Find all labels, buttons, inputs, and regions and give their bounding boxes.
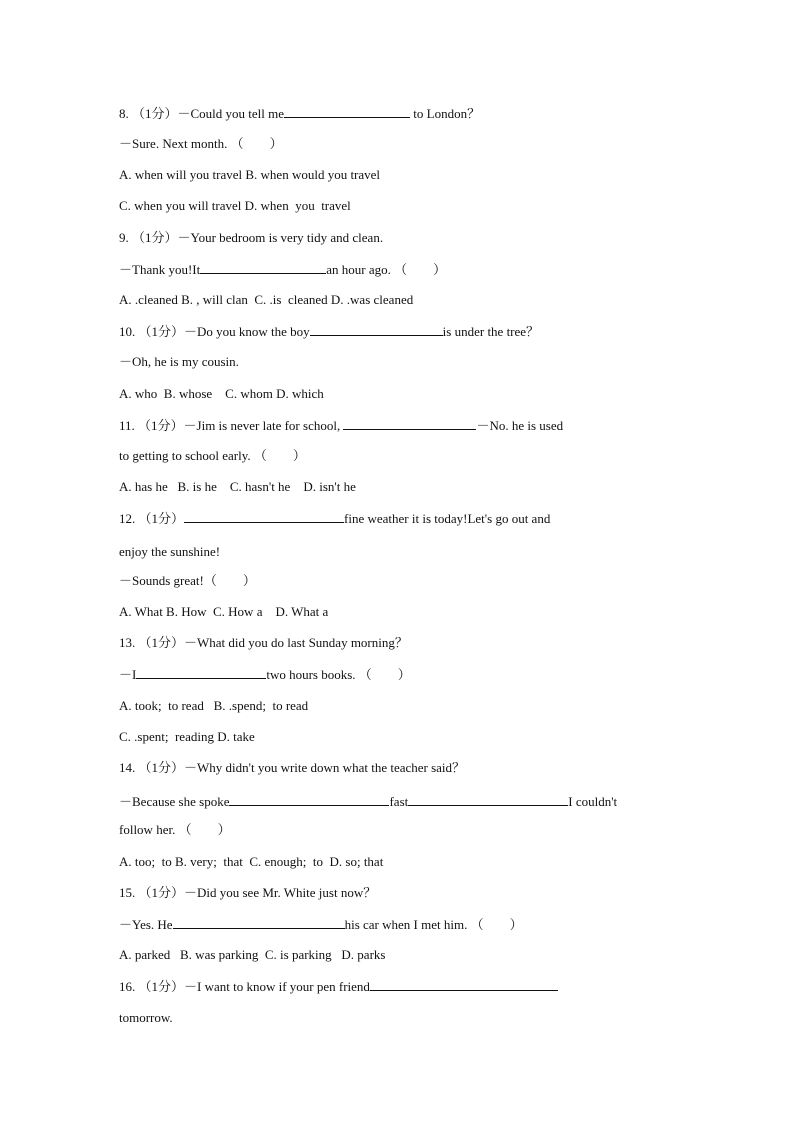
answer-blank[interactable] [184,510,344,523]
question-8-options-cd: C. when you will travel D. when you travel [119,198,351,213]
answer-blank[interactable] [408,793,568,806]
question-10-options: A. who B. whose C. whom D. which [119,386,324,401]
question-11-stem: 11. （1分）－Jim is never late for school, －No. he is used [119,418,564,433]
answer-blank[interactable] [229,793,389,806]
question-12-reply: －Sounds great!（ ） [119,573,256,588]
answer-blank[interactable] [370,978,558,991]
question-14-options: A. too; to B. very; that C. enough; to D. so; that [119,854,384,869]
question-8-stem: 8. （1分）－Could you tell me to London？ [119,106,481,121]
question-15-options: A. parked B. was parking C. is parking D. parks [119,947,386,962]
question-9-reply: －Thank you!It an hour ago. （ ） [119,262,447,277]
question-13-options-cd: C. .spent; reading D. take [119,729,255,744]
question-10-stem: 10. （1分）－Do you know the boy is under the tree？ [119,324,540,339]
question-11-options: A. has he B. is he C. hasn't he D. isn't he [119,479,356,494]
answer-blank[interactable] [173,916,345,929]
question-8-reply: －Sure. Next month. （ ） [119,136,283,151]
answer-blank[interactable] [136,666,266,679]
question-10-reply: －Oh, he is my cousin. [119,354,239,369]
question-13-options-ab: A. took; to read B. .spend; to read [119,698,309,713]
question-14-stem: 14. （1分）－Why didn't you write down what the teacher said？ [119,760,466,775]
question-14-reply-cont: follow her. （ ） [119,822,231,837]
question-9-stem: 9. （1分）－Your bedroom is very tidy and clean. [119,230,384,245]
answer-blank[interactable] [284,105,410,118]
question-15-reply: －Yes. He his car when I met him. （ ） [119,917,523,932]
answer-blank[interactable] [343,417,476,430]
question-15-stem: 15. （1分）－Did you see Mr. White just now？ [119,885,377,900]
question-8-options-ab: A. when will you travel B. when would you travel [119,167,381,182]
question-12-stem-cont: enjoy the sunshine! [119,544,221,559]
question-14-reply: －Because she spoke fast I couldn't [119,794,618,809]
answer-blank[interactable] [310,323,443,336]
question-12-stem: 12. （1分） fine weather it is today!Let's go out and [119,511,551,526]
question-9-options: A. .cleaned B. , will clan C. .is cleaned D. .was cleaned [119,292,414,307]
question-12-options: A. What B. How C. How a D. What a [119,604,329,619]
question-13-stem: 13. （1分）－What did you do last Sunday morning？ [119,635,408,650]
answer-blank[interactable] [200,261,326,274]
question-13-reply: －I two hours books. （ ） [119,667,411,682]
question-16-stem: 16. （1分）－I want to know if your pen friend [119,978,558,995]
question-16-stem-cont: tomorrow. [119,1010,173,1025]
question-11-stem-cont: to getting to school early. （ ） [119,448,306,463]
